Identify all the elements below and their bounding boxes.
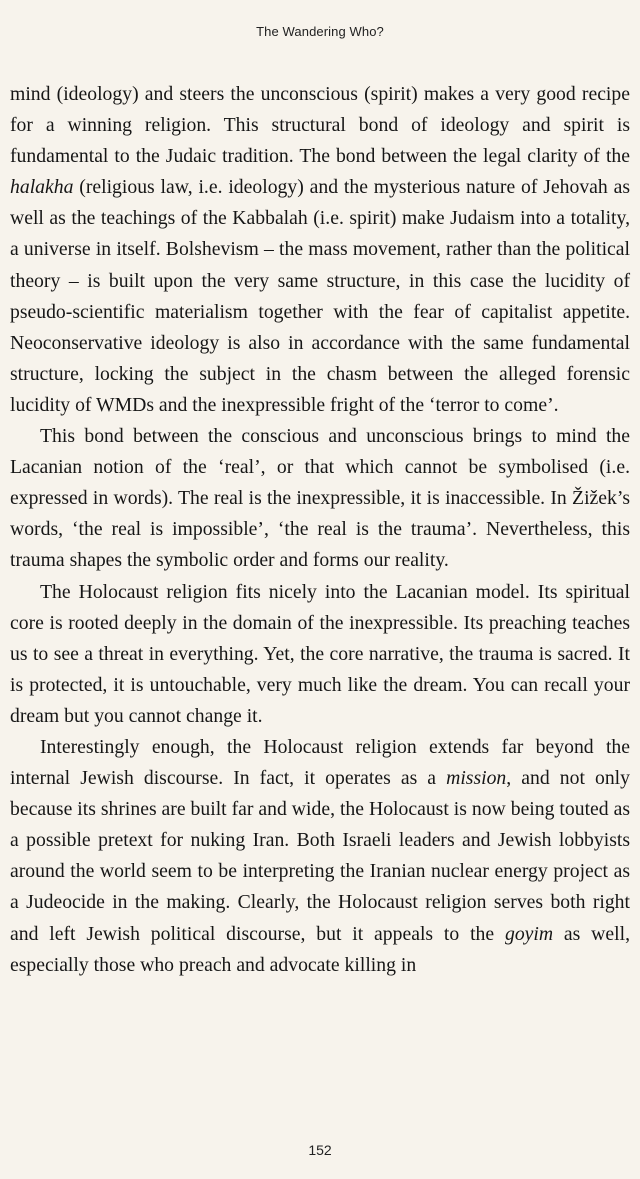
paragraph-text: , and not only because its shrines are built far and wide, the Holocaust is now being touted as a possible pretext for nuking Iran. Both Israeli leaders and Jewish lobbyists around the world seem to be interpreting the Iranian nuclear energy project as a Judeocide in the making. Clearly, the Holocaust religion serves both right and left Jewish political discourse, but it appeals to the <box>10 767 630 945</box>
italic-term: halakha <box>10 176 74 199</box>
paragraph-text: (religious law, i.e. ideology) and the mysterious nature of Jehovah as well as the teachings of the Kabbalah (i.e. spirit) make Judaism into a totality, a universe in itself. Bolshevism – the mass movement, rather than the political theory – is built upon the very same structure, in this case the lucidity of pseudo-scientific materialism together with the fear of capitalist appetite. Neoconservative ideology is also in accordance with the same fundamental structure, locking the subject in the chasm between the alleged forensic lucidity of WMDs and the inexpressible fright of the ‘terror to come’. <box>10 176 630 416</box>
paragraph <box>10 577 630 732</box>
italic-term: mission <box>446 767 507 790</box>
paragraph-text: This bond between the conscious and unconscious brings to mind the Lacanian notion of the ‘real’, or that which cannot be symbolised (i.e. expressed in words). The real is the inexpressible, it is inaccessible. In Žižek’s words, ‘the real is impossible’, ‘the real is the trauma’. Nevertheless, this trauma shapes the symbolic order and forms our reality. <box>10 425 630 572</box>
paragraph <box>10 79 630 421</box>
paragraph-text: mind (ideology) and steers the unconscious (spirit) makes a very good recipe for a winning religion. This structural bond of ideology and spirit is fundamental to the Judaic tradition. The bond between the legal clarity of the <box>10 83 630 168</box>
paragraph-text: as well, especially those who preach and advocate killing in <box>10 922 630 976</box>
running-head: The Wandering Who? <box>256 24 384 39</box>
paragraph-text: Interestingly enough, the Holocaust religion extends far beyond the internal Jewish discourse. In fact, it operates as a <box>10 735 630 790</box>
page-number: 152 <box>308 1142 332 1158</box>
paragraph <box>10 732 630 981</box>
body-text <box>10 79 630 981</box>
paragraph <box>10 421 630 576</box>
paragraph-text: The Holocaust religion fits nicely into the Lacanian model. Its spiritual core is rooted deeply in the domain of the inexpressible. Its preaching teaches us to see a threat in everything. Yet, the core narrative, the trauma is sacred. It is protected, it is untouchable, very much like the dream. You can recall your dream but you cannot change it. <box>10 580 630 727</box>
italic-term: goyim <box>504 922 554 945</box>
